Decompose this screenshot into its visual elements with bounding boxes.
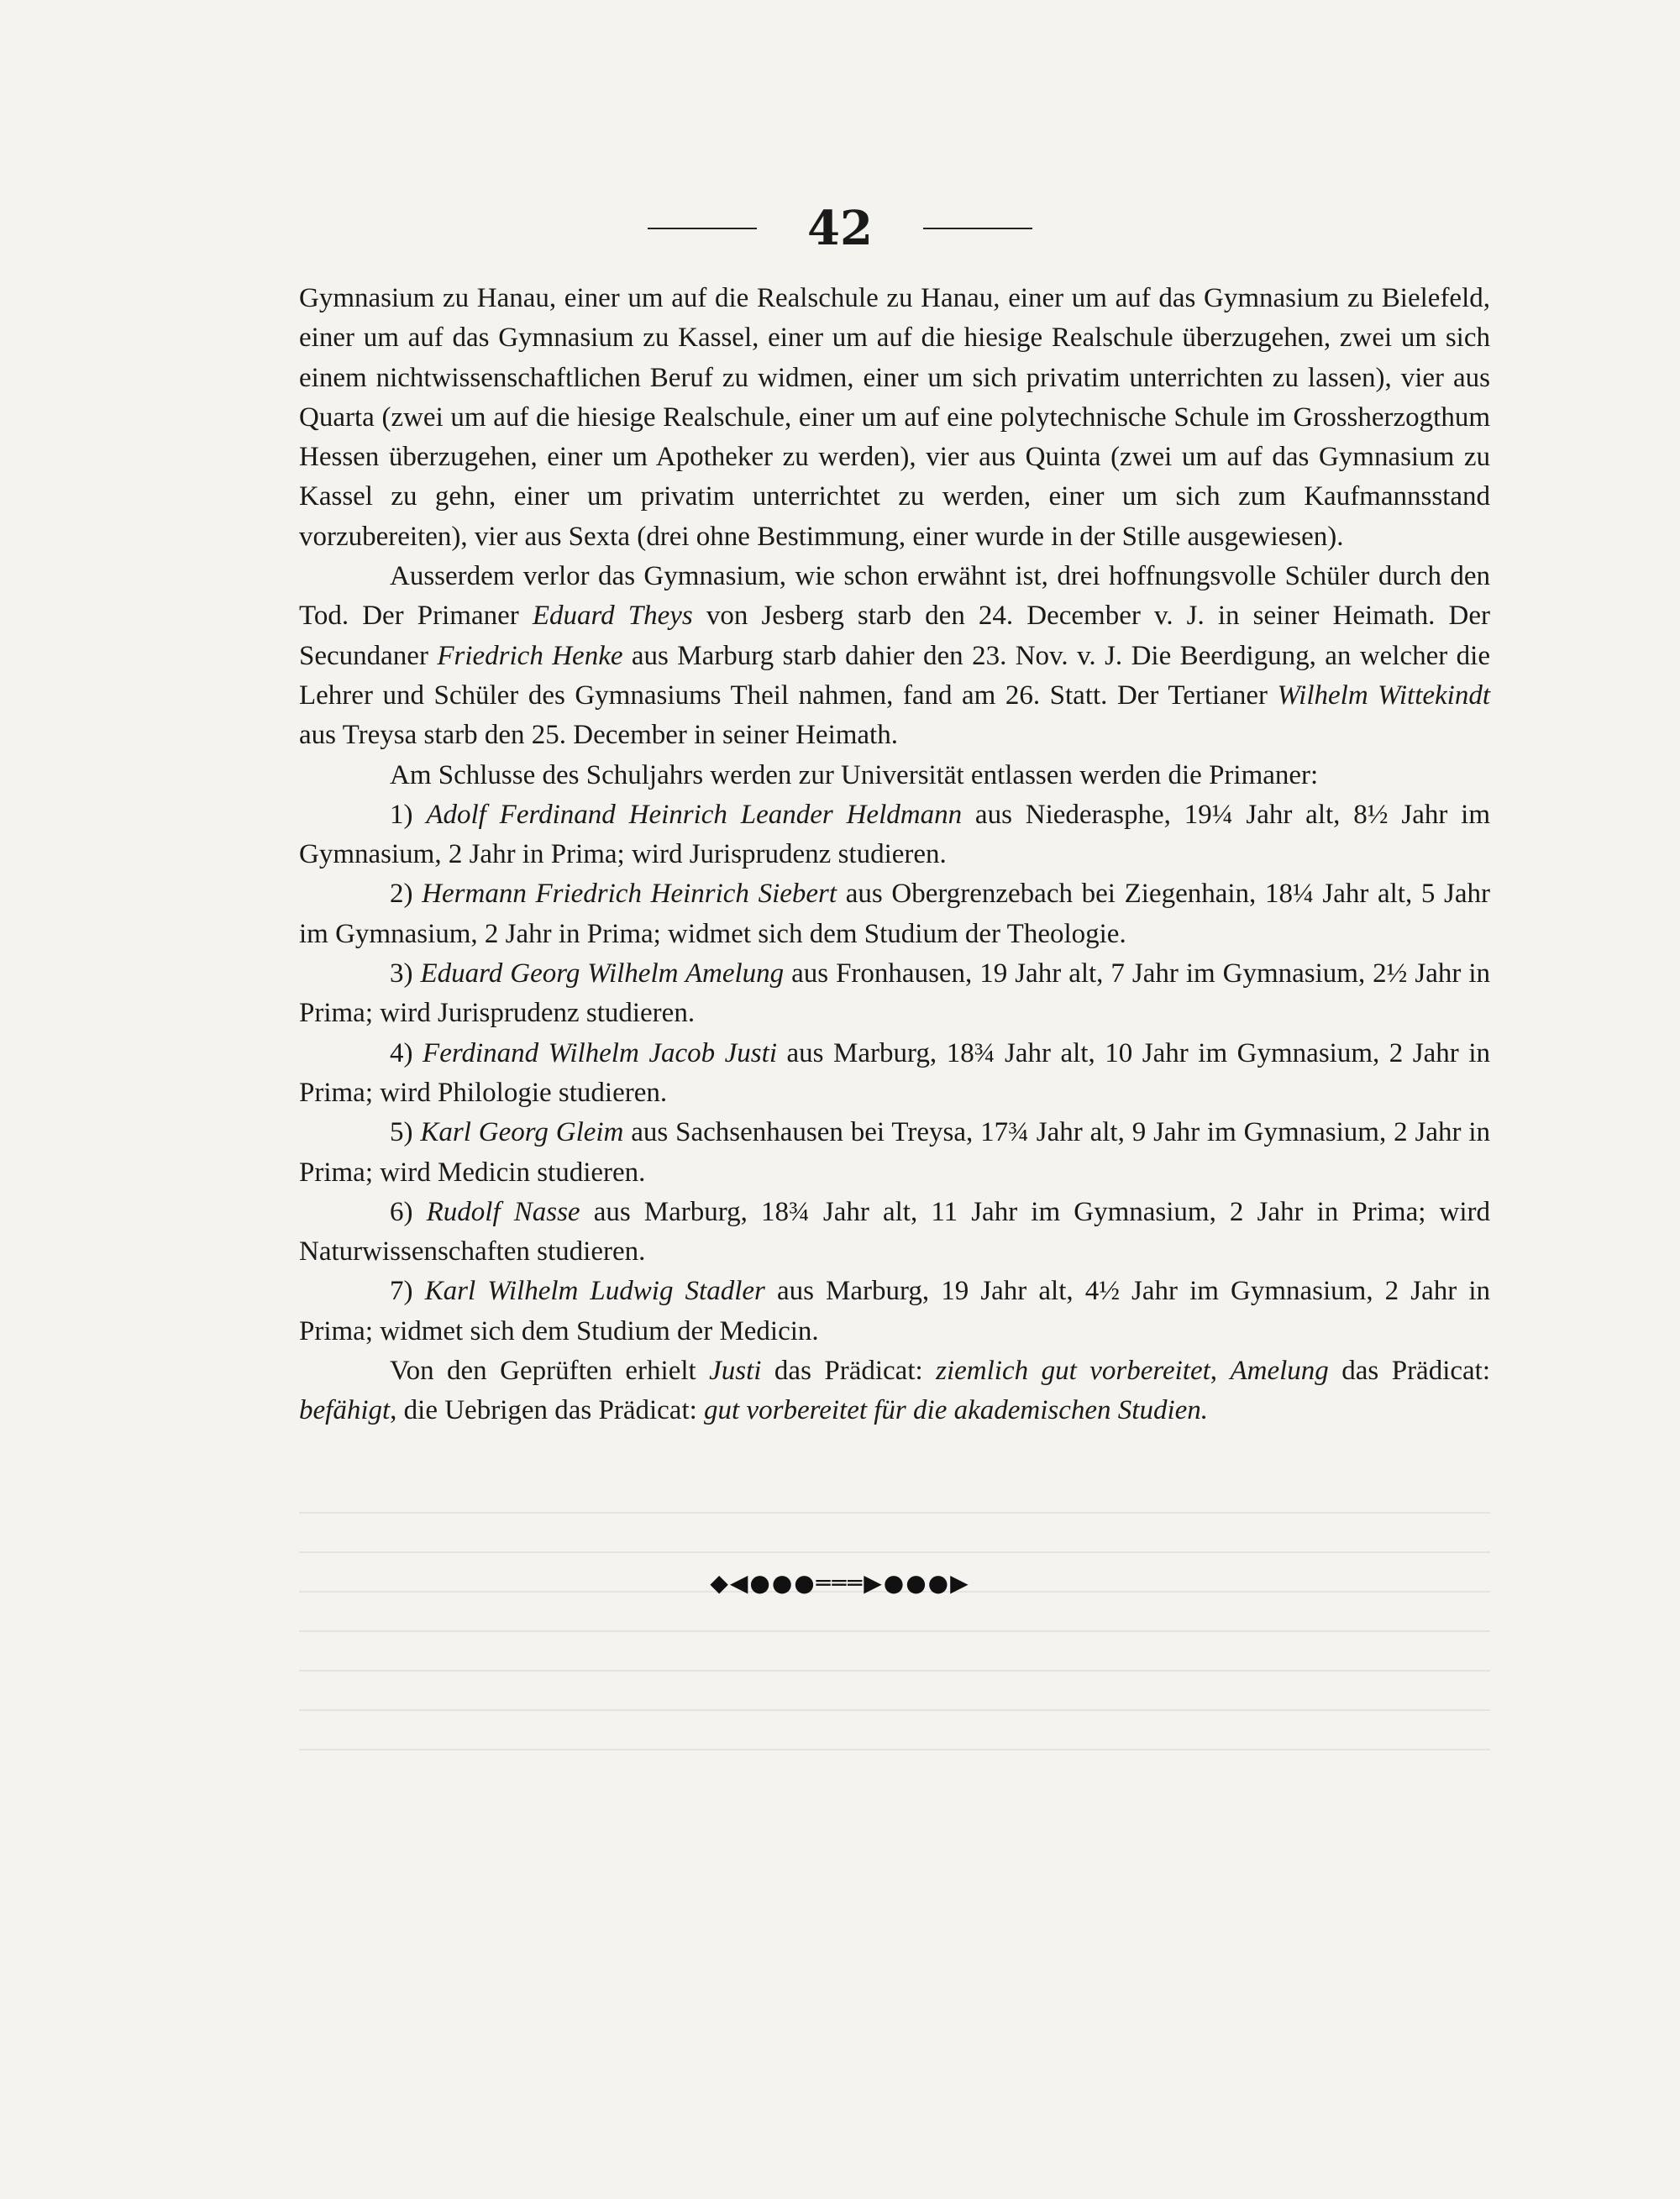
page-number: 42: [807, 201, 873, 256]
graduate-name: Adolf Ferdinand Heinrich Leander Heldmann: [426, 799, 963, 830]
page-header: [0, 195, 1680, 262]
text-run: , die Uebrigen das Prädicat:: [390, 1395, 705, 1426]
bleed-through-shadow: [299, 1512, 1490, 1764]
text-run: aus Marburg starb dahier den 23. Nov. v. J. Die Beerdigung, an welcher die Lehrer und Schüler des Gymnasiums Theil nahmen, fand am 26. Statt. Der Tertianer: [299, 640, 1490, 711]
graduate-entry: [299, 874, 1490, 954]
graduate-name: Rudolf Nasse: [426, 1196, 580, 1227]
text-run: aus Treysa starb den 25. December in seiner Heimath.: [299, 720, 898, 751]
header-rule-left: [648, 228, 757, 229]
header-rule-right: [923, 228, 1032, 229]
graduate-entry: [299, 795, 1490, 875]
paragraph-graduation-intro: Am Schlusse des Schuljahrs werden zur Universität entlassen werden die Primaner:: [390, 759, 1319, 790]
predicate-text: ziemlich gut vorbereitet: [936, 1356, 1210, 1387]
ornament-divider: ◆◀●●●═══▶●●●▶: [710, 1569, 970, 1597]
entry-number: 4): [390, 1037, 413, 1068]
person-name: Wilhelm Wittekindt: [1277, 680, 1490, 711]
graduate-name: Karl Wilhelm Ludwig Stadler: [424, 1276, 765, 1307]
graduate-details: aus Marburg, 19 Jahr alt, 4½ Jahr im Gymnasium, 2 Jahr in Prima; widmet sich dem Studium der Medicin.: [299, 1276, 1490, 1346]
text-run: Ausserdem verlor das Gymnasium, wie schon erwähnt ist, drei hoffnungsvolle Schüler durch den Tod. Der Primaner: [299, 561, 1490, 632]
graduate-name: Hermann Friedrich Heinrich Siebert: [422, 879, 837, 910]
graduate-details: aus Obergrenzebach bei Ziegenhain, 18¼ Jahr alt, 5 Jahr im Gymnasium, 2 Jahr in Prima; widmet sich dem Studium der Theologie.: [299, 879, 1491, 949]
predicate-text: befähigt: [299, 1395, 391, 1426]
graduate-entry: [299, 1034, 1490, 1114]
body-text: [299, 279, 1490, 1431]
text-run: Von den Geprüften erhielt: [390, 1356, 710, 1387]
graduate-name: Karl Georg Gleim: [420, 1117, 624, 1148]
predicate-text: gut vorbereitet für die akademischen Studien.: [704, 1395, 1209, 1426]
graduate-entry: [299, 1193, 1490, 1273]
text-run: das Prädicat:: [761, 1356, 937, 1387]
graduate-details: aus Sachsenhausen bei Treysa, 17¾ Jahr alt, 9 Jahr im Gymnasium, 2 Jahr in Prima; wird Medicin studieren.: [299, 1117, 1490, 1188]
graduate-details: aus Marburg, 18¾ Jahr alt, 10 Jahr im Gymnasium, 2 Jahr in Prima; wird Philologie studieren.: [299, 1037, 1490, 1108]
graduate-name: Ferdinand Wilhelm Jacob Justi: [423, 1037, 777, 1068]
text-run: von Jesberg starb den 24. December v. J. in seiner Heimath. Der Secundaner: [299, 601, 1490, 671]
entry-number: 3): [390, 958, 413, 989]
graduate-details: aus Marburg, 18¾ Jahr alt, 11 Jahr im Gymnasium, 2 Jahr in Prima; wird Naturwissenschaften studieren.: [299, 1196, 1491, 1267]
graduate-details: aus Fronhausen, 19 Jahr alt, 7 Jahr im Gymnasium, 2½ Jahr in Prima; wird Jurisprudenz studieren.: [299, 958, 1491, 1029]
graduate-details: aus Niederasphe, 19¼ Jahr alt, 8½ Jahr im Gymnasium, 2 Jahr in Prima; wird Jurisprudenz studieren.: [299, 799, 1491, 870]
paragraph-predicates: [299, 1351, 1490, 1431]
paragraph-departures: Gymnasium zu Hanau, einer um auf die Realschule zu Hanau, einer um auf das Gymnasium zu Bielefeld, einer um auf das Gymnasium zu Kassel, einer um auf die hiesige Realschule überzugehen, zwei um sich einem nichtwissenschaftlichen Beruf zu widmen, einer um sich privatim unterrichten zu lassen), vier aus Quarta (zwei um auf die hiesige Realschule, einer um auf eine polytechnische Schule im Grossherzogthum Hessen überzugehen, einer um Apotheker zu werden), vier aus Quinta (zwei um auf das Gymnasium zu Kassel zu gehn, einer um privatim unterrichtet zu werden, einer um sich zum Kaufmannsstand vorzubereiten), vier aus Sexta (drei ohne Bestimmung, einer wurde in der Stille ausgewiesen).: [299, 283, 1490, 552]
person-name: Eduard Theys: [532, 601, 693, 632]
text-run: ,: [1210, 1356, 1231, 1387]
entry-number: 1): [390, 799, 413, 830]
text-run: das Prädicat:: [1328, 1356, 1490, 1387]
entry-number: 2): [390, 879, 413, 910]
graduate-entry: [299, 954, 1490, 1034]
entry-number: 7): [390, 1276, 413, 1307]
graduate-name: Eduard Georg Wilhelm Amelung: [420, 958, 785, 989]
person-name: Justi: [709, 1356, 762, 1387]
paragraph-deaths: [299, 557, 1490, 755]
graduate-entry: [299, 1272, 1490, 1351]
entry-number: 6): [390, 1196, 413, 1227]
person-name: Amelung: [1230, 1356, 1329, 1387]
graduate-entry: [299, 1113, 1490, 1193]
person-name: Friedrich Henke: [437, 640, 623, 671]
entry-number: 5): [390, 1117, 413, 1148]
